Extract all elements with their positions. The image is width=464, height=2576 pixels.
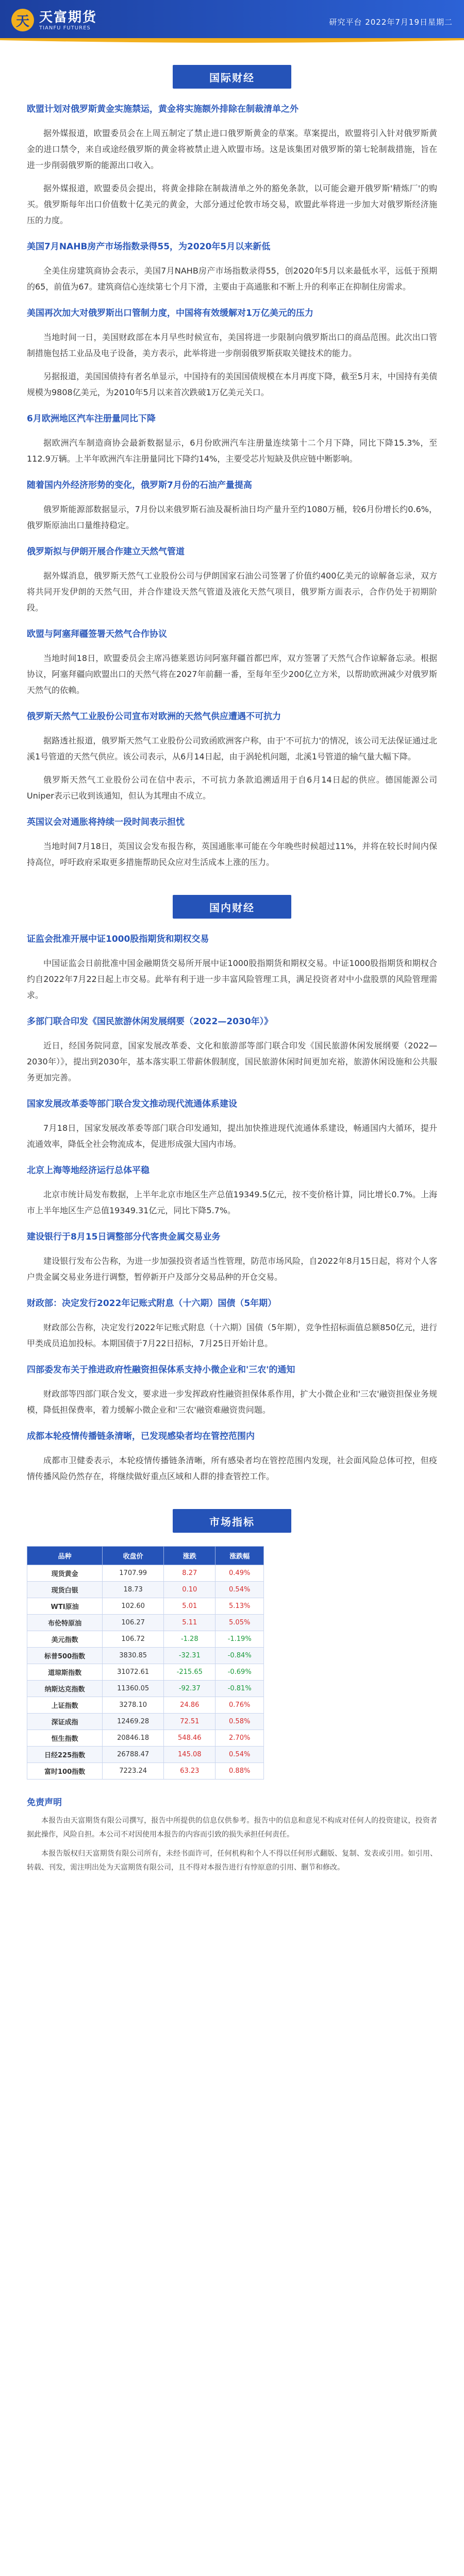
news-article [27, 1097, 437, 1152]
news-article [27, 306, 437, 400]
table-row [27, 1730, 264, 1747]
news-headline: 俄罗斯拟与伊朗开展合作建立天然气管道 [27, 547, 185, 557]
table-cell: 3830.85 [103, 1648, 164, 1664]
table-row [27, 1763, 264, 1780]
news-headline: 俄罗斯天然气工业股份公司宣布对欧洲的天然气供应遭遇不可抗力 [27, 711, 281, 722]
table-cell: 日经225指数 [27, 1747, 103, 1763]
news-paragraph: 财政部公告称，决定发行2022年记账式附息（十六期）国债（5年期），竞争性招标面值总额850亿元，进行甲类成员追加投标。本期国债于7月22日招标，7月25日开始计息。 [27, 1323, 437, 1348]
table-cell: 布伦特原油 [27, 1615, 103, 1631]
news-headline: 多部门联合印发《国民旅游休闲发展纲要（2022—2030年）》 [27, 1016, 273, 1027]
table-cell: 102.60 [103, 1598, 164, 1615]
table-row [27, 1747, 264, 1763]
logo-icon: 天 [11, 9, 34, 31]
news-headline: 欧盟与阿塞拜疆签署天然气合作协议 [27, 629, 167, 639]
table-cell: WTI原油 [27, 1598, 103, 1615]
table-cell: 3278.10 [103, 1697, 164, 1714]
table-cell: 0.10 [164, 1582, 216, 1598]
issue-info: 研究平台 2022年7月19日星期二 [329, 18, 453, 27]
news-article [27, 545, 437, 616]
news-paragraph: 中国证监会日前批准中国金融期货交易所开展中证1000股指期货和期权交易。中证1000股指期货和期权合约自2022年7月22日起上市交易。此举有利于进一步丰富风险管理工具，满足投资者对中小盘股票的风险管理需求。 [27, 958, 437, 1000]
news-article [27, 478, 437, 533]
table-cell: 106.72 [103, 1631, 164, 1648]
news-article [27, 1363, 437, 1418]
table-cell: 18.73 [103, 1582, 164, 1598]
news-paragraph: 据外媒报道，欧盟委员会提出，将黄金排除在制裁清单之外的豁免条款，以可能会避开俄罗斯'精炼厂'的购买。俄罗斯每年出口价值数十亿美元的黄金，大部分通过伦敦市场交易，欧盟此举将进一步加大对俄罗斯经济施压的力度。 [27, 183, 437, 225]
table-row [27, 1615, 264, 1631]
table-cell: 0.88% [216, 1763, 264, 1780]
table-row [27, 1631, 264, 1648]
news-paragraph: 北京市统计局发布数据，上半年北京市地区生产总值19349.5亿元，按不变价格计算，同比增长0.7%。上海市上半年地区生产总值19349.31亿元，同比下降5.7%。 [27, 1190, 437, 1215]
news-article [27, 1230, 437, 1285]
table-cell: 恒生指数 [27, 1730, 103, 1747]
news-paragraph: 俄罗斯天然气工业股份公司在信中表示，不可抗力条款追溯适用于自6月14日起的供应。德国能源公司Uniper表示已收到该通知，但认为其理由不成立。 [27, 775, 437, 801]
table-row [27, 1598, 264, 1615]
news-paragraph: 财政部等四部门联合发文，要求进一步发挥政府性融资担保体系作用，扩大小微企业和'三农'融资担保业务规模，降低担保费率，着力缓解小微企业和'三农'融资难融资贵问题。 [27, 1389, 437, 1415]
table-cell: 31072.61 [103, 1664, 164, 1681]
content [0, 65, 464, 1875]
news-paragraph: 当地时间一日，美国财政部在本月早些时候宣布，美国将进一步限制向俄罗斯出口的商品范围。此次出口管制措施包括工业品及电子设备，美方表示，此举将进一步削弱俄罗斯获取关键技术的能力。 [27, 332, 437, 358]
disclaimer-paragraph: 本报告由天富期货有限公司撰写，报告中所提供的信息仅供参考。报告中的信息和意见不构成对任何人的投资建议，投资者据此操作，风险自担。本公司不对因使用本报告的内容而引致的损失承担任何责任。 [27, 1817, 437, 1839]
table-cell: 现货黄金 [27, 1565, 103, 1582]
news-paragraph: 据欧洲汽车制造商协会最新数据显示，6月份欧洲汽车注册量连续第十二个月下降，同比下降15.3%，至112.9万辆。上半年欧洲汽车注册量同比下降约14%，主要受芯片短缺及供应链中断影响。 [27, 438, 437, 464]
news-article [27, 1429, 437, 1484]
news-headline: 6月欧洲地区汽车注册量同比下降 [27, 414, 156, 424]
news-article [27, 240, 437, 295]
news-paragraph: 据外媒报道，欧盟委员会在上周五制定了禁止进口俄罗斯黄金的草案。草案提出，欧盟将引入针对俄罗斯黄金的进口禁令，来自或途经俄罗斯的黄金将被禁止进入欧盟市场。这是该集团对俄罗斯的第七轮制裁措施，旨在进一步削弱俄罗斯的能源出口收入。 [27, 128, 437, 170]
table-cell: 0.49% [216, 1565, 264, 1582]
news-headline: 国家发展改革委等部门联合发文推动现代流通体系建设 [27, 1099, 237, 1109]
table-cell: -0.84% [216, 1648, 264, 1664]
table-cell: -1.19% [216, 1631, 264, 1648]
news-article [27, 412, 437, 467]
table-row [27, 1681, 264, 1697]
news-article [27, 815, 437, 870]
table-cell: 106.27 [103, 1615, 164, 1631]
table-cell: 548.46 [164, 1730, 216, 1747]
table-cell: 63.23 [164, 1763, 216, 1780]
table-cell: 11360.05 [103, 1681, 164, 1697]
table-header-cell: 涨跌 [164, 1547, 216, 1565]
news-paragraph: 当地时间7月18日，英国议会发布报告称，英国通胀率可能在今年晚些时候超过11%，并将在较长时间内保持高位，呼吁政府采取更多措施帮助民众应对生活成本上涨的压力。 [27, 841, 437, 867]
disclaimer-title: 免责声明 [27, 1798, 62, 1808]
table-cell: 美元指数 [27, 1631, 103, 1648]
table-cell: 0.76% [216, 1697, 264, 1714]
header [0, 0, 464, 40]
table-cell: 标普500指数 [27, 1648, 103, 1664]
disclaimer-paragraph: 本报告版权归天富期货有限公司所有，未经书面许可，任何机构和个人不得以任何形式翻版、复制、发表或引用。如引用、转载、刊发，需注明出处为天富期货有限公司，且不得对本报告进行有悖原意的引用、删节和修改。 [27, 1850, 437, 1872]
section-title-domestic: 国内财经 [173, 895, 291, 919]
news-paragraph: 据路透社报道，俄罗斯天然气工业股份公司致函欧洲客户称，由于'不可抗力'的情况，该公司无法保证通过北溪1号管道的天然气供应。该公司表示，从6月14日起，由于涡轮机问题，北溪1号管道的输气量大幅下降。 [27, 736, 437, 761]
news-paragraph: 俄罗斯能源部数据显示，7月份以来俄罗斯石油及凝析油日均产量升至约1080万桶，较6月份增长约0.6%，俄罗斯原油出口量维持稳定。 [27, 504, 437, 530]
news-article [27, 102, 437, 228]
market-indicator-table [27, 1546, 264, 1780]
table-row [27, 1664, 264, 1681]
header-swoosh [0, 38, 464, 45]
news-paragraph: 据外媒消息，俄罗斯天然气工业股份公司与伊朗国家石油公司签署了价值约400亿美元的谅解备忘录，双方将共同开发伊朗的天然气田，并合作建设天然气管道及液化天然气项目，俄罗斯方面表示，合作仍处于初期阶段。 [27, 571, 437, 613]
logo [39, 10, 97, 31]
table-cell: 20846.18 [103, 1730, 164, 1747]
logo-subtitle: TIANFU FUTURES [39, 25, 91, 31]
table-cell: 0.54% [216, 1582, 264, 1598]
news-article [27, 1163, 437, 1218]
table-cell: 5.05% [216, 1615, 264, 1631]
table-cell: 26788.47 [103, 1747, 164, 1763]
table-cell: 1707.99 [103, 1565, 164, 1582]
table-row [27, 1648, 264, 1664]
news-headline: 成都本轮疫情传播链条清晰，已发现感染者均在管控范围内 [27, 1431, 255, 1442]
news-paragraph: 成都市卫健委表示，本轮疫情传播链条清晰，所有感染者均在管控范围内发现，社会面风险总体可控，但疫情传播风险仍然存在，将继续做好重点区域和人群的排查管控工作。 [27, 1455, 437, 1481]
disclaimer-text [27, 1814, 437, 1875]
news-article [27, 627, 437, 698]
table-cell: 上证指数 [27, 1697, 103, 1714]
table-cell: 5.13% [216, 1598, 264, 1615]
table-cell: 道琼斯指数 [27, 1664, 103, 1681]
table-row [27, 1697, 264, 1714]
table-cell: 0.54% [216, 1747, 264, 1763]
news-paragraph: 另据报道，美国国债持有者名单显示，中国持有的美国国债规模在本月再度下降，截至5月末，中国持有美债规模为9808亿美元，为2010年5月以来首次跌破1万亿美元关口。 [27, 371, 437, 397]
table-body [27, 1565, 264, 1780]
news-headline: 四部委发布关于推进政府性融资担保体系支持小微企业和'三农'的通知 [27, 1365, 295, 1375]
section-title-market: 市场指标 [173, 1509, 291, 1533]
table-cell: 145.08 [164, 1747, 216, 1763]
news-paragraph: 近日，经国务院同意，国家发展改革委、文化和旅游部等部门联合印发《国民旅游休闲发展纲要（2022—2030年）》，提出到2030年，基本落实职工带薪休假制度，国民旅游休闲时间更加充裕，旅游休闲设施和公共服务更加完善。 [27, 1041, 437, 1082]
table-header-cell: 涨跌幅 [216, 1547, 264, 1565]
table-header-row [27, 1547, 264, 1565]
table-cell: -32.31 [164, 1648, 216, 1664]
table-row [27, 1565, 264, 1582]
table-cell: -215.65 [164, 1664, 216, 1681]
news-paragraph: 当地时间18日，欧盟委员会主席冯德莱恩访问阿塞拜疆首都巴库，双方签署了天然气合作谅解备忘录。根据协议，阿塞拜疆向欧盟出口的天然气将在2027年前翻一番，至每年至少200亿立方米，以帮助欧洲减少对俄罗斯天然气的依赖。 [27, 653, 437, 695]
logo-title: 天富期货 [39, 9, 97, 25]
table-cell: -0.69% [216, 1664, 264, 1681]
news-paragraph: 全美住房建筑商协会表示，美国7月NAHB房产市场指数录得55，创2020年5月以来最低水平，远低于预期的65，前值为67。建筑商信心连续第七个月下滑，主要由于高通胀和不断上升的利率正在抑制住房需求。 [27, 266, 437, 292]
table-cell: 0.58% [216, 1714, 264, 1730]
table-cell: 5.01 [164, 1598, 216, 1615]
table-cell: -0.81% [216, 1681, 264, 1697]
news-headline: 证监会批准开展中证1000股指期货和期权交易 [27, 934, 209, 944]
table-cell: 2.70% [216, 1730, 264, 1747]
section-title-international: 国际财经 [173, 65, 291, 89]
news-headline: 财政部：决定发行2022年记账式附息（十六期）国债（5年期） [27, 1298, 277, 1309]
news-paragraph: 建设银行发布公告称，为进一步加强投资者适当性管理，防范市场风险，自2022年8月15日起，将对个人客户贵金属交易业务进行调整，暂停新开户及部分交易品种的开仓交易。 [27, 1256, 437, 1282]
domestic-news-list [27, 932, 437, 1484]
table-cell: 纳斯达克指数 [27, 1681, 103, 1697]
table-cell: 24.86 [164, 1697, 216, 1714]
table-cell: 5.11 [164, 1615, 216, 1631]
table-row [27, 1714, 264, 1730]
news-headline: 建设银行于8月15日调整部分代客贵金属交易业务 [27, 1232, 221, 1242]
table-cell: 7223.24 [103, 1763, 164, 1780]
table-cell: 72.51 [164, 1714, 216, 1730]
news-paragraph: 7月18日，国家发展改革委等部门联合印发通知，提出加快推进现代流通体系建设，畅通国内大循环，提升流通效率，降低全社会物流成本，促进形成强大国内市场。 [27, 1123, 437, 1149]
news-article [27, 932, 437, 1003]
table-cell: 深证成指 [27, 1714, 103, 1730]
news-headline: 美国7月NAHB房产市场指数录得55，为2020年5月以来新低 [27, 242, 271, 252]
table-cell: 富时100指数 [27, 1763, 103, 1780]
news-headline: 随着国内外经济形势的变化，俄罗斯7月份的石油产量提高 [27, 480, 252, 490]
news-headline: 北京上海等地经济运行总体平稳 [27, 1165, 150, 1176]
international-news-list [27, 102, 437, 870]
news-headline: 英国议会对通胀将持续一段时间表示担忧 [27, 817, 185, 827]
news-article [27, 1014, 437, 1086]
table-header-cell: 品种 [27, 1547, 103, 1565]
news-headline: 美国再次加大对俄罗斯出口管制力度，中国将有效缓解对1万亿美元的压力 [27, 308, 313, 318]
table-header-cell: 收盘价 [103, 1547, 164, 1565]
news-article [27, 1296, 437, 1351]
table-row [27, 1582, 264, 1598]
news-article [27, 709, 437, 804]
table-cell: 现货白银 [27, 1582, 103, 1598]
table-cell: -92.37 [164, 1681, 216, 1697]
table-cell: -1.28 [164, 1631, 216, 1648]
news-headline: 欧盟计划对俄罗斯黄金实施禁运，黄金将实施额外排除在制裁清单之外 [27, 104, 299, 114]
table-cell: 8.27 [164, 1565, 216, 1582]
table-cell: 12469.28 [103, 1714, 164, 1730]
